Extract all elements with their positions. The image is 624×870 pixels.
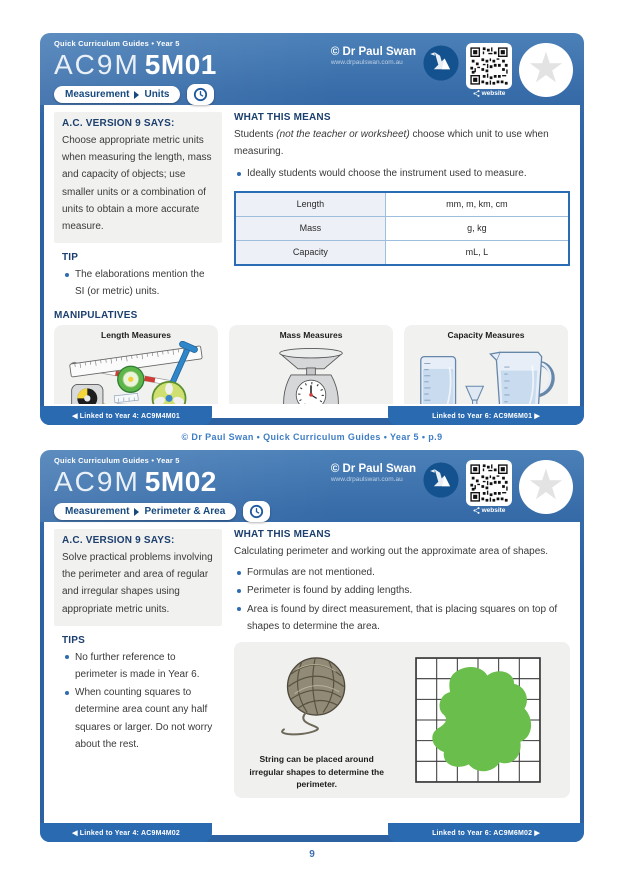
ball-of-string-illustration: [258, 649, 376, 749]
link-year6-tab[interactable]: Linked to Year 6: AC9M6M02 ▶: [388, 823, 584, 842]
star-icon: ★: [527, 460, 565, 508]
website-label-text: website: [481, 507, 506, 514]
credit-name: © Dr Paul Swan: [330, 46, 416, 58]
card1-pill-row: [54, 84, 217, 105]
means-heading: WHAT THIS MEANS: [234, 529, 331, 540]
qr-code[interactable]: [466, 43, 512, 89]
illustration-caption: String can be placed around irregular shapes to determine the perimeter.: [249, 753, 384, 790]
series-kicker: Quick Curriculum Guides • Year 5: [54, 456, 180, 465]
says-heading: A.C. VERSION 9 SAYS:: [62, 535, 175, 546]
capacity-measures-illustration: [410, 341, 562, 405]
qr-website-link[interactable]: [466, 460, 512, 514]
card2-pill-row: [54, 501, 270, 522]
card2-left-column: [54, 529, 222, 798]
page-separator-credit: © Dr Paul Swan • Quick Curriculum Guides • Year 5 • p.9: [181, 432, 443, 442]
title-prefix: AC9M: [54, 466, 140, 497]
qr-code-icon: [469, 463, 509, 503]
topic-label: Units: [144, 89, 170, 100]
link-year4-tab[interactable]: ◀ Linked to Year 4: AC9M4M01: [40, 406, 212, 425]
card1-body: [44, 105, 580, 404]
tips-heading: TIPS: [62, 634, 86, 646]
star-badge: [519, 43, 573, 97]
panel-label: Length Measures: [101, 329, 171, 340]
mass-measures-panel: [229, 325, 393, 405]
link-year4-tab[interactable]: ◀ Linked to Year 4: AC9M4M02: [40, 823, 212, 842]
curriculum-quote-panel: [54, 529, 222, 626]
panel-label: Mass Measures: [279, 329, 343, 340]
card1-title: [54, 51, 217, 79]
card2-header: [40, 450, 584, 522]
series-kicker: Quick Curriculum Guides • Year 5: [54, 39, 180, 48]
card2-right-column: [234, 529, 570, 798]
website-label-text: website: [481, 90, 506, 97]
means-bullet: Perimeter is found by adding lengths.: [234, 582, 570, 599]
swan-logo: [423, 462, 459, 498]
table-row: Mass g, kg: [235, 216, 569, 240]
qr-code-icon: [469, 46, 509, 86]
says-heading: A.C. VERSION 9 SAYS:: [62, 118, 175, 129]
website-label[interactable]: [466, 90, 512, 97]
card1-left-column: [54, 112, 222, 301]
card2-body: [44, 522, 580, 821]
credit-url: www.drpaulswan.com.au: [330, 59, 403, 66]
card2-title: [54, 468, 270, 496]
share-icon: [473, 90, 480, 97]
manipulatives-heading: MANIPULATIVES: [54, 309, 138, 321]
qr-website-link[interactable]: [466, 43, 512, 97]
credit-block: [331, 463, 416, 483]
panel-label: Capacity Measures: [447, 329, 525, 340]
card-ac9m5m02: [40, 450, 584, 842]
says-text: Solve practical problems involving the perimeter and area of regular and irregular shapes using appropriate metric units.: [62, 552, 213, 615]
swan-icon: [423, 462, 459, 498]
page-number: 9: [309, 849, 315, 860]
tip-section: [54, 243, 222, 300]
capacity-measures-panel: [404, 325, 568, 405]
card1-header-right: [331, 39, 573, 105]
title-prefix: AC9M: [54, 49, 140, 80]
clock-icon: [249, 504, 264, 519]
card1-header: [40, 33, 584, 105]
grid-area-block: [395, 657, 560, 783]
card1-footer: [44, 404, 580, 425]
means-bullet: Formulas are not mentioned.: [234, 564, 570, 581]
swan-logo: [423, 45, 459, 81]
credit-block: [331, 46, 416, 66]
card2-footer: [44, 821, 580, 842]
title-code: 5M02: [144, 466, 217, 497]
tips-section: [54, 626, 222, 753]
units-table: [234, 191, 570, 266]
says-text: Choose appropriate metric units when measuring the length, mass and capacity of objects; use smaller units or a combination of units to obtain a more accurate measure.: [62, 135, 212, 232]
card-ac9m5m01: [40, 33, 584, 425]
means-bullet: Area is found by direct measurement, that is placing squares on top of shapes to determine the area.: [234, 601, 570, 635]
string-illustration-block: [244, 649, 389, 791]
tip-item: When counting squares to determine area count any half squares or larger. Do not worry about the rest.: [62, 684, 214, 753]
credit-name: © Dr Paul Swan: [330, 463, 416, 475]
manipulatives-row: [54, 325, 570, 405]
card1-header-left: [54, 39, 217, 105]
means-bullet: Ideally students would choose the instrument used to measure.: [234, 165, 570, 182]
star-icon: ★: [527, 43, 565, 91]
means-intro: Students (not the teacher or worksheet) choose which unit to use when measuring.: [234, 129, 549, 158]
title-code: 5M01: [144, 49, 217, 80]
arrow-right-icon: [134, 508, 139, 516]
card1-right-column: [234, 112, 570, 301]
credit-url: www.drpaulswan.com.au: [330, 476, 403, 483]
curriculum-quote-panel: [54, 112, 222, 243]
website-label[interactable]: [466, 507, 512, 514]
tip-heading: TIP: [62, 252, 79, 264]
clock-icon: [193, 87, 208, 102]
length-measures-panel: [54, 325, 218, 405]
table-row: Length mm, m, km, cm: [235, 192, 569, 217]
strand-label: Measurement: [65, 89, 130, 100]
strand-label: Measurement: [65, 506, 130, 517]
share-icon: [473, 507, 480, 514]
arrow-right-icon: [134, 91, 139, 99]
perimeter-area-illustration-panel: [234, 642, 570, 798]
table-row: Capacity mL, L: [235, 240, 569, 265]
link-year6-tab[interactable]: Linked to Year 6: AC9M6M01 ▶: [388, 406, 584, 425]
star-badge: [519, 460, 573, 514]
means-heading: WHAT THIS MEANS: [234, 112, 331, 123]
tip-item: The elaborations mention the SI (or metric) units.: [62, 266, 214, 300]
qr-code[interactable]: [466, 460, 512, 506]
swan-icon: [423, 45, 459, 81]
length-measures-illustration: [59, 341, 213, 405]
strand-topic-pill: [54, 86, 180, 103]
card2-header-right: [331, 456, 573, 522]
topic-label: Perimeter & Area: [144, 506, 226, 517]
tip-item: No further reference to perimeter is made in Year 6.: [62, 649, 214, 683]
means-intro: Calculating perimeter and working out the approximate area of shapes.: [234, 546, 549, 557]
strand-topic-pill: [54, 503, 236, 520]
mass-measures-illustration: [263, 341, 359, 405]
duration-clock-button: [243, 501, 270, 522]
card2-header-left: [54, 456, 270, 522]
duration-clock-button: [187, 84, 214, 105]
grid-area-illustration: [415, 657, 541, 783]
